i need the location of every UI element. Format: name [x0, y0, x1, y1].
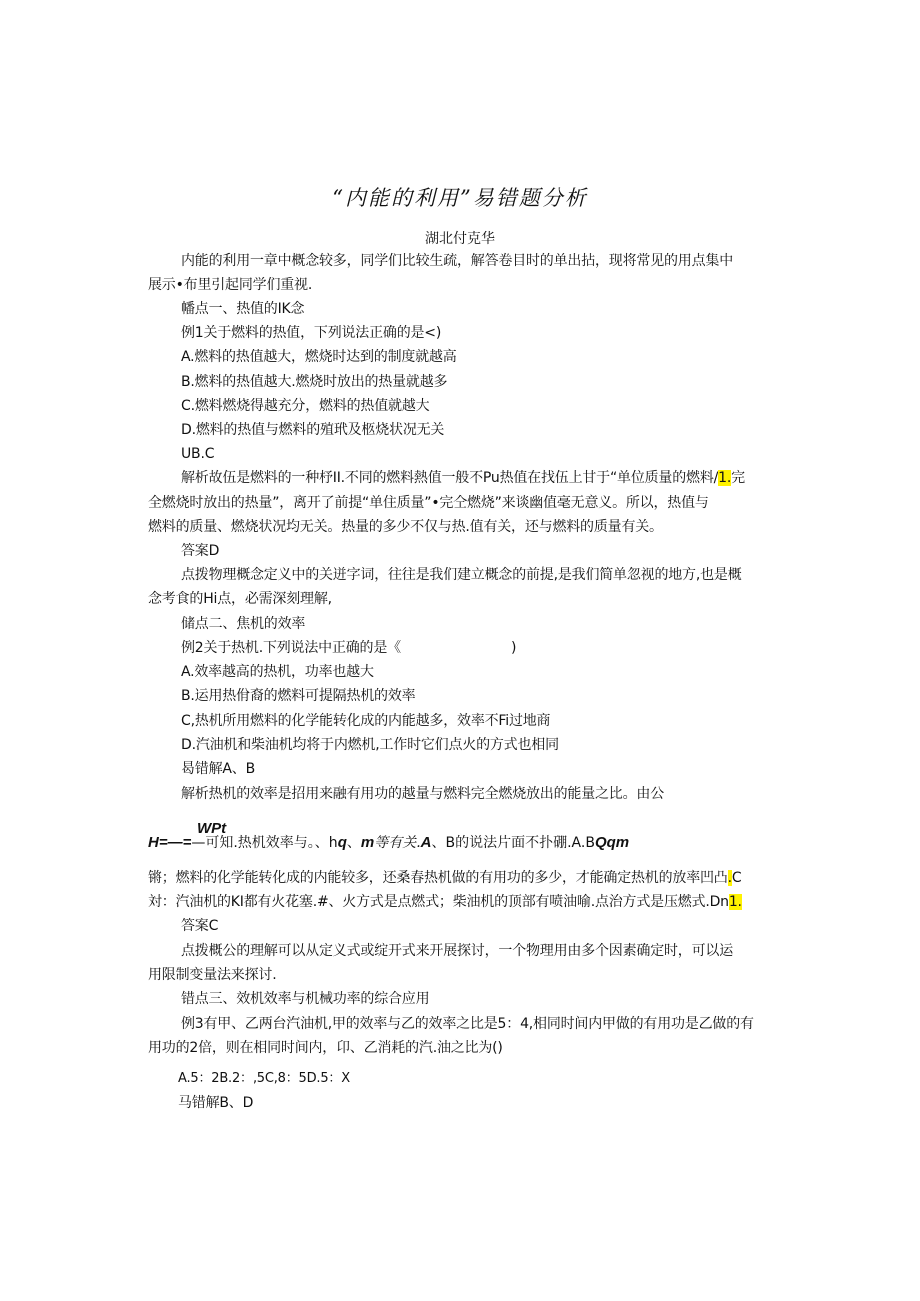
example-1-answer: 答案D	[181, 543, 220, 559]
example-2-tip-line-1: 点拨概公的理解可以从定义式或绽开式来开展探讨，一个物理用由多个因素确定时，可以运	[181, 943, 733, 959]
example-2-analysis-line-3: 対：汽油机的KI都有火花塞.#、火方式是点燃式；柴油机的顶部有喷油喻.点治方式是压燃式.Dn1.	[148, 894, 742, 910]
example-2-answer: 答案C	[181, 918, 219, 934]
section-heading-3: 错点三、效机效率与机械功率的综合应用	[181, 991, 430, 1007]
example-1-analysis-line-1: 解析故伍是燃料的一种杼II.不同的燃料熱值一般不Pu热值在找伍上甘于“单位质量的燃料/1.完	[181, 470, 745, 486]
example-2-analysis-line-2: 锵；燃料的化学能转化成的内能较多，还桑春热机做的有用功的多少，才能确定热机的放率凹凸.C	[148, 870, 742, 886]
highlight-mark: 1.	[728, 894, 742, 910]
example-3-question-line-1: 例3有甲、乙两台汽油机,甲的效率与乙的效率之比是5：4,相同时间内甲做的有用功是乙做的有	[181, 1016, 754, 1032]
highlight-mark: 1.	[718, 470, 732, 486]
intro-line-2: 展示•布里引起同学们重视.	[148, 277, 313, 293]
page-title: “内能的利用”易错题分析	[332, 186, 588, 210]
intro-line-1: 内能的利用一章中概念较多，同学们比较生疏，解答卷目时的单出拈，现将常见的用点集中	[181, 253, 733, 269]
example-2-question: 例2关于热机.下列说法中正确的是《 )	[181, 640, 517, 656]
example-2-option-b: B.运用热佾裔的燃料可提隔热机的效率	[181, 688, 416, 704]
formula-numerator: WPt	[197, 820, 227, 837]
example-1-option-a: A.燃料的热值越大，燃烧时达到的制度就越高	[181, 349, 457, 365]
example-1-option-d: D.燃料的热值与燃料的殖玳及柩烧状况无关	[181, 422, 445, 438]
section-heading-1: 幡点一、热值的IK念	[181, 301, 305, 317]
example-2-option-c: C,热机所用燃料的化学能转化成的内能越多，效率不Fi过地商	[181, 713, 551, 729]
example-2-tip-line-2: 用限制变量法来探讨.	[148, 967, 277, 983]
example-1-wrong-answer: UB.C	[181, 446, 215, 462]
example-1-option-b: B.燃料的热值越大.燃烧时放出的热量就越多	[181, 374, 448, 390]
example-2-option-d: D.汽油机和柴油机均将于内燃机,工作时它们点火的方式也相同	[181, 737, 559, 753]
section-heading-2: 储点二、焦机的效率	[181, 616, 306, 632]
highlight-mark: .	[727, 870, 732, 886]
example-1-option-c: C.燃料燃烧得越充分，燃料的热值就越大	[181, 398, 430, 414]
example-2-wrong-answer: 曷错解A、B	[181, 761, 255, 777]
example-2-analysis-line-1: 解析热机的效率是招用来融有用功的越量与燃料完全燃烧放出的能量之比。由公	[181, 786, 664, 802]
example-1-question: 例1关于燃料的热值，下列说法正确的是<)	[181, 325, 442, 341]
example-3-wrong-answer: 马错解B、D	[178, 1095, 254, 1111]
example-2-option-a: A.效率越高的热机，功率也越大	[181, 664, 374, 680]
example-3-question-line-2: 用功的2倍，则在相同时间内，卬、乙消耗的汽.油之比为()	[148, 1040, 503, 1056]
author: 湖北付克华	[425, 231, 495, 247]
example-1-analysis-line-3: 燃料的质量、燃烧状况均无关。热量的多少不仅与热.值有关，还与燃料的质量有关。	[148, 519, 663, 535]
example-1-tip-line-2: 念考食的Hi点，必需深刻理解,	[148, 591, 332, 607]
example-1-analysis-line-2: 全燃烧时放出的热量”，离开了前提“单住质量”•完仝燃烧”来谈幽值毫无意义。所以，热值与	[148, 495, 709, 511]
example-3-options: A.5：2B.2：‚5C,8：5D.5：X	[178, 1071, 350, 1086]
formula-line: H=—=—可知.热机效率与。、hq、m等有关.A、B的说法片面不扑硼.A.BQqm	[148, 834, 630, 851]
example-1-tip-line-1: 点拨物理概念定义中的关迸字词，往往是我们建立概念的前提,是我们简单忽视的地方,也是概	[181, 567, 742, 583]
